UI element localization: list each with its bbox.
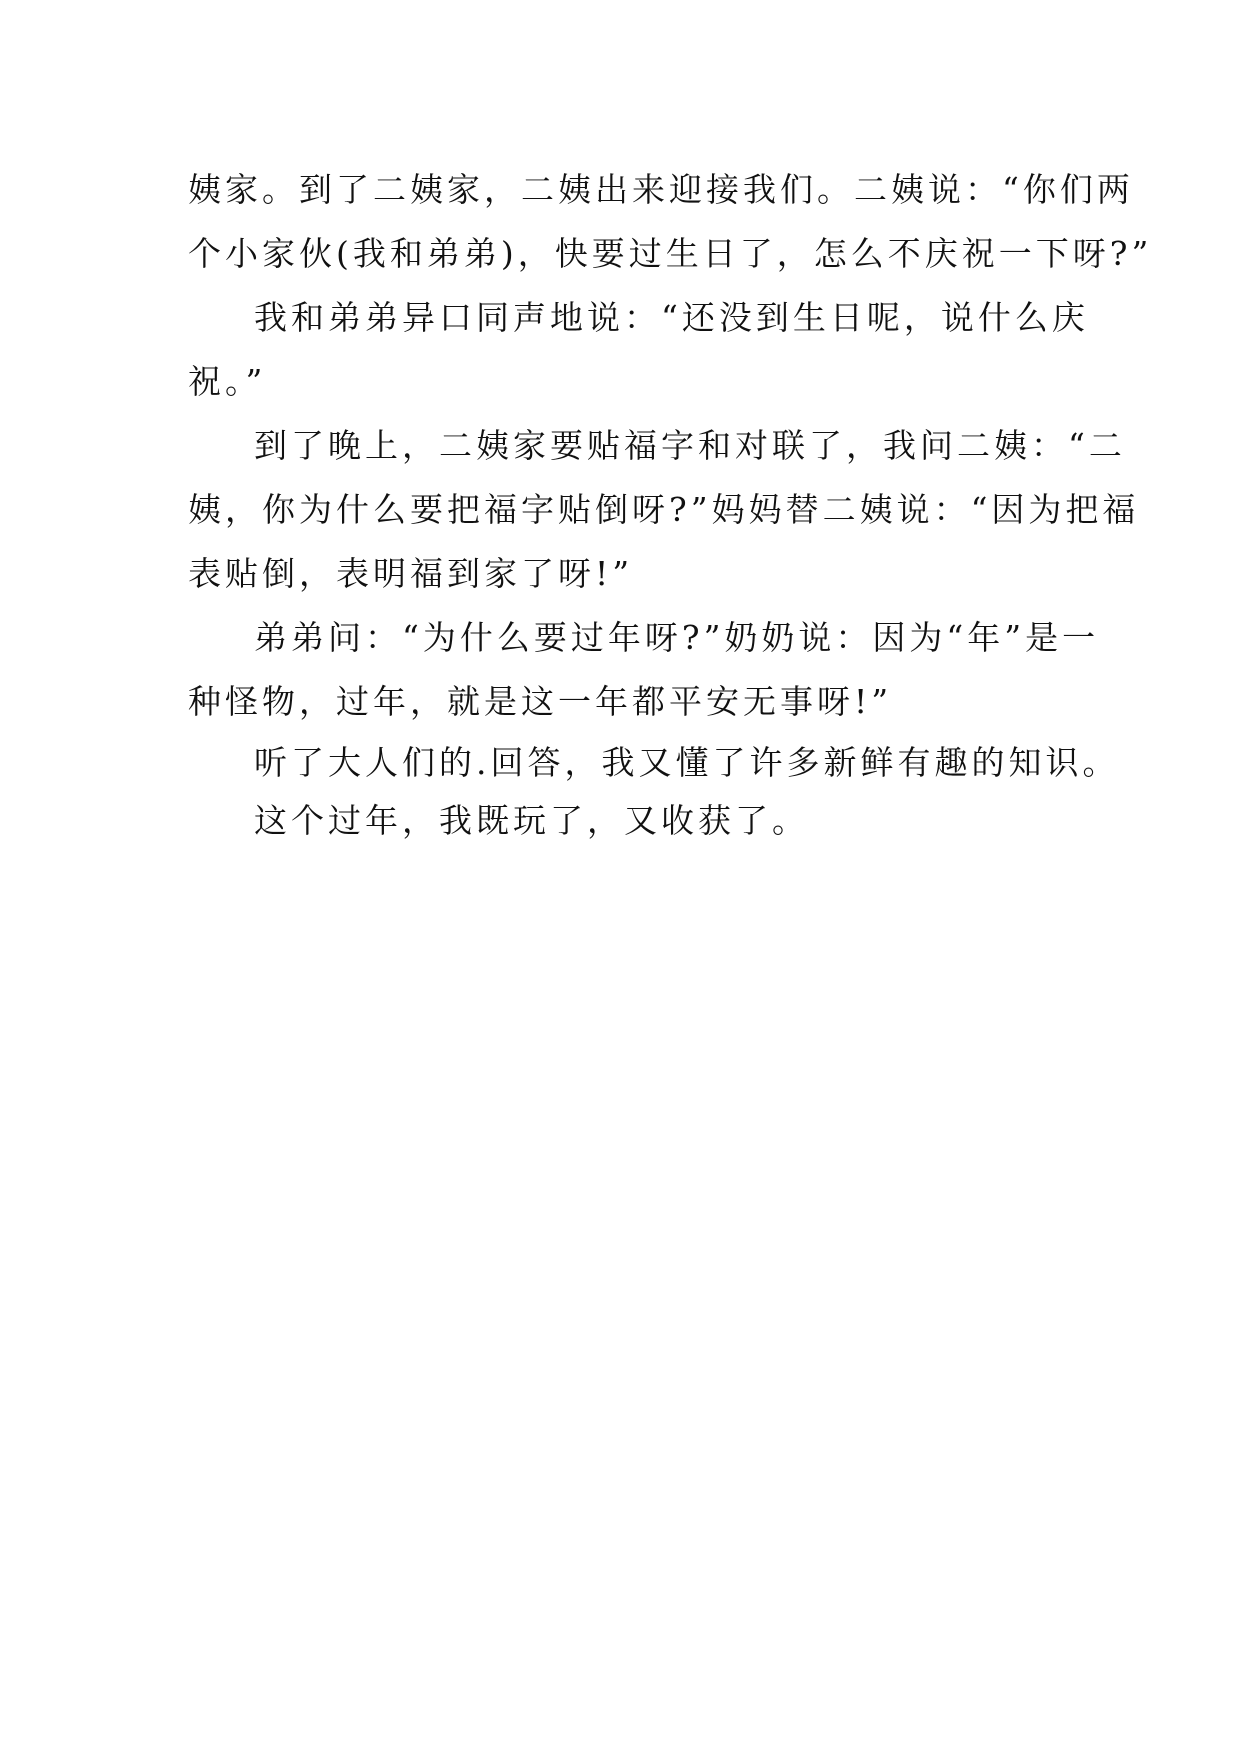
paragraph-start-line: 弟弟问：“为什么要过年呀?”奶奶说：因为“年”是一 (254, 618, 1100, 657)
text-line: 表贴倒，表明福到家了呀!” (188, 554, 634, 593)
text-line: 种怪物，过年，就是这一年都平安无事呀!” (188, 682, 893, 721)
essay-body (188, 158, 1153, 850)
text-line: 姨家。到了二姨家，二姨出来迎接我们。二姨说：“你们两 (188, 170, 1134, 209)
paragraph-start-line: 这个过年，我既玩了，又收获了。 (254, 801, 809, 840)
paragraph-start-line: 到了晚上，二姨家要贴福字和对联了，我问二姨：“二 (254, 426, 1126, 465)
text-line: 祝。” (188, 362, 267, 401)
paragraph-start-line: 听了大人们的.回答，我又懂了许多新鲜有趣的知识。 (254, 743, 1120, 782)
text-line: 姨，你为什么要把福字贴倒呀?”妈妈替二姨说：“因为把福 (188, 490, 1140, 529)
paragraph-start-line: 我和弟弟异口同声地说：“还没到生日呢，说什么庆 (254, 298, 1089, 337)
text-line: 个小家伙(我和弟弟)，快要过生日了，怎么不庆祝一下呀?” (188, 234, 1153, 273)
